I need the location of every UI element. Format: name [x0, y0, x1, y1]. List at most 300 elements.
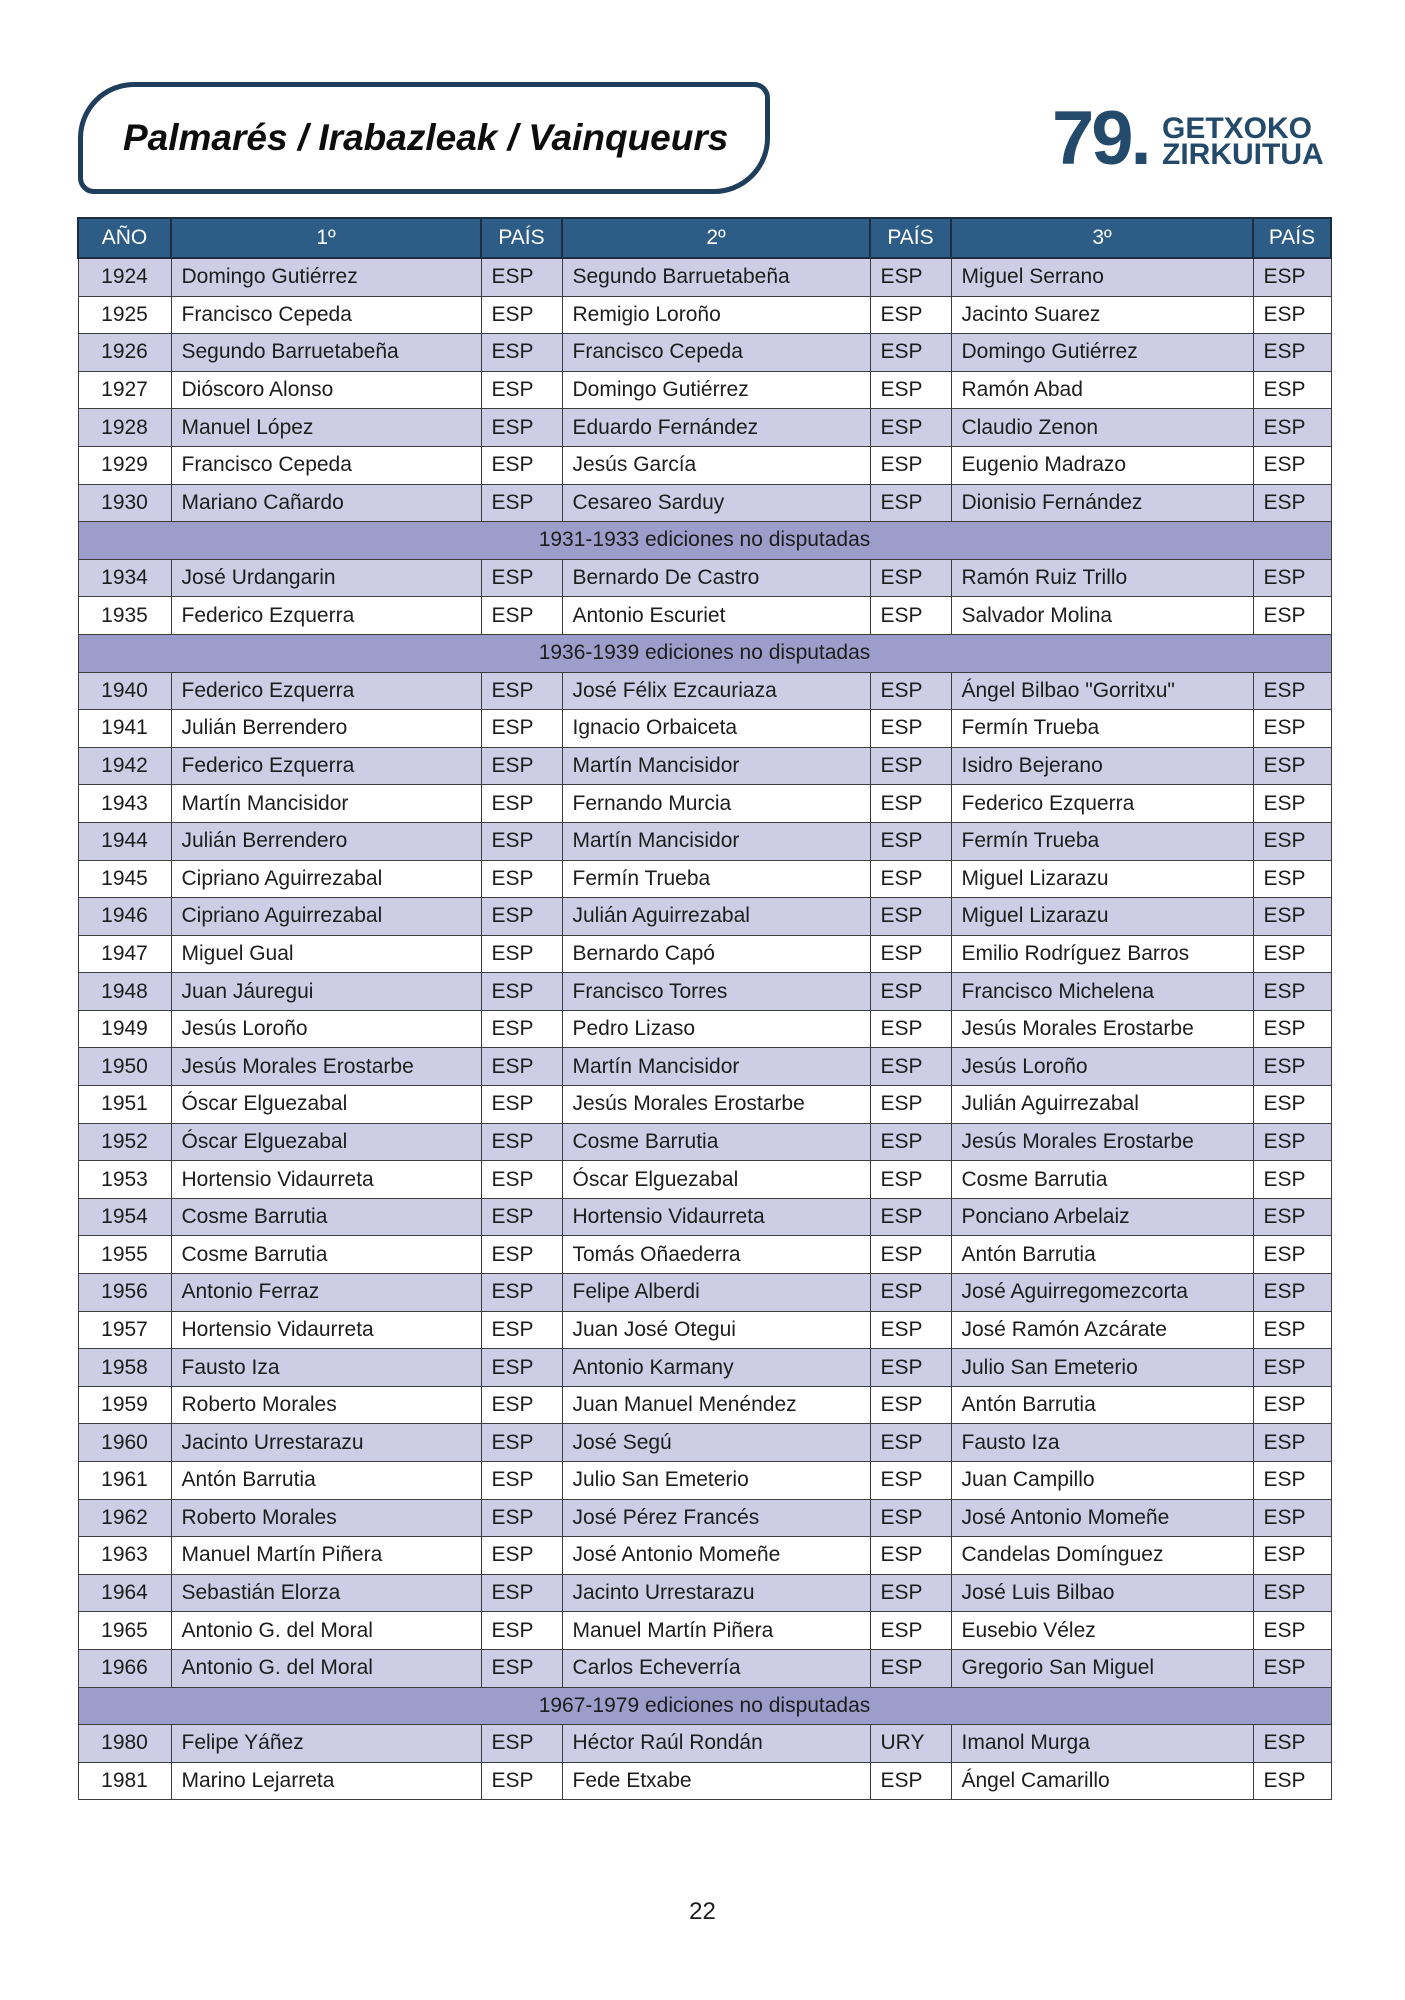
first-place-cell: Antonio G. del Moral: [171, 1612, 481, 1650]
second-place-cell: Remigio Loroño: [562, 296, 870, 334]
third-place-cell: Cosme Barrutia: [951, 1161, 1253, 1199]
third-place-cell: José Ramón Azcárate: [951, 1311, 1253, 1349]
first-place-cell: Domingo Gutiérrez: [171, 258, 481, 296]
year-cell: 1964: [78, 1574, 171, 1612]
first-place-cell: Roberto Morales: [171, 1499, 481, 1537]
table-row: [78, 710, 1331, 748]
palmares-table: [77, 217, 1332, 1800]
country-2-cell: ESP: [870, 1762, 951, 1800]
third-place-cell: Juan Campillo: [951, 1462, 1253, 1500]
country-1-cell: ESP: [481, 973, 562, 1011]
country-3-cell: ESP: [1253, 1762, 1331, 1800]
third-place-cell: Francisco Michelena: [951, 973, 1253, 1011]
third-place-cell: Federico Ezquerra: [951, 785, 1253, 823]
country-3-cell: ESP: [1253, 446, 1331, 484]
year-cell: 1942: [78, 747, 171, 785]
second-place-cell: Julio San Emeterio: [562, 1462, 870, 1500]
second-place-cell: Martín Mancisidor: [562, 822, 870, 860]
first-place-cell: Miguel Gual: [171, 935, 481, 973]
country-3-cell: ESP: [1253, 597, 1331, 635]
third-place-cell: Domingo Gutiérrez: [951, 334, 1253, 372]
country-3-cell: ESP: [1253, 747, 1331, 785]
year-cell: 1960: [78, 1424, 171, 1462]
country-1-cell: ESP: [481, 935, 562, 973]
year-cell: 1965: [78, 1612, 171, 1650]
country-3-cell: ESP: [1253, 296, 1331, 334]
first-place-cell: Francisco Cepeda: [171, 446, 481, 484]
country-1-cell: ESP: [481, 1274, 562, 1312]
second-place-cell: José Pérez Francés: [562, 1499, 870, 1537]
header-third: 3º: [951, 218, 1253, 258]
table-row: [78, 1198, 1331, 1236]
country-2-cell: ESP: [870, 296, 951, 334]
country-1-cell: ESP: [481, 785, 562, 823]
year-cell: 1956: [78, 1274, 171, 1312]
second-place-cell: Manuel Martín Piñera: [562, 1612, 870, 1650]
country-2-cell: ESP: [870, 1499, 951, 1537]
third-place-cell: Ángel Camarillo: [951, 1762, 1253, 1800]
table-row: [78, 1086, 1331, 1124]
note-cell: 1931-1933 ediciones no disputadas: [78, 522, 1331, 560]
country-1-cell: ESP: [481, 1349, 562, 1387]
country-3-cell: ESP: [1253, 409, 1331, 447]
third-place-cell: Antón Barrutia: [951, 1236, 1253, 1274]
first-place-cell: Roberto Morales: [171, 1386, 481, 1424]
first-place-cell: Federico Ezquerra: [171, 747, 481, 785]
second-place-cell: Francisco Cepeda: [562, 334, 870, 372]
country-1-cell: ESP: [481, 1725, 562, 1763]
country-2-cell: ESP: [870, 334, 951, 372]
third-place-cell: Imanol Murga: [951, 1725, 1253, 1763]
country-3-cell: ESP: [1253, 822, 1331, 860]
third-place-cell: Salvador Molina: [951, 597, 1253, 635]
year-cell: 1929: [78, 446, 171, 484]
year-cell: 1957: [78, 1311, 171, 1349]
country-3-cell: ESP: [1253, 1424, 1331, 1462]
second-place-cell: Cesareo Sarduy: [562, 484, 870, 522]
first-place-cell: Manuel López: [171, 409, 481, 447]
year-cell: 1955: [78, 1236, 171, 1274]
third-place-cell: Ramón Ruiz Trillo: [951, 559, 1253, 597]
second-place-cell: Fermín Trueba: [562, 860, 870, 898]
country-2-cell: ESP: [870, 1274, 951, 1312]
country-3-cell: ESP: [1253, 1349, 1331, 1387]
first-place-cell: Julián Berrendero: [171, 710, 481, 748]
year-cell: 1962: [78, 1499, 171, 1537]
year-cell: 1949: [78, 1010, 171, 1048]
country-1-cell: ESP: [481, 1123, 562, 1161]
table-row: [78, 334, 1331, 372]
year-cell: 1928: [78, 409, 171, 447]
country-1-cell: ESP: [481, 296, 562, 334]
first-place-cell: Sebastián Elorza: [171, 1574, 481, 1612]
header-pais-3: PAÍS: [1253, 218, 1331, 258]
country-3-cell: ESP: [1253, 559, 1331, 597]
table-row: [78, 1123, 1331, 1161]
country-3-cell: ESP: [1253, 1086, 1331, 1124]
country-3-cell: ESP: [1253, 258, 1331, 296]
second-place-cell: Juan Manuel Menéndez: [562, 1386, 870, 1424]
header-second: 2º: [562, 218, 870, 258]
second-place-cell: Juan José Otegui: [562, 1311, 870, 1349]
country-1-cell: ESP: [481, 1010, 562, 1048]
year-cell: 1952: [78, 1123, 171, 1161]
first-place-cell: Federico Ezquerra: [171, 672, 481, 710]
country-2-cell: ESP: [870, 1537, 951, 1575]
country-2-cell: ESP: [870, 1386, 951, 1424]
year-cell: 1926: [78, 334, 171, 372]
first-place-cell: Cipriano Aguirrezabal: [171, 860, 481, 898]
country-3-cell: ESP: [1253, 484, 1331, 522]
second-place-cell: José Antonio Momeñe: [562, 1537, 870, 1575]
first-place-cell: Cosme Barrutia: [171, 1236, 481, 1274]
first-place-cell: Martín Mancisidor: [171, 785, 481, 823]
third-place-cell: Candelas Domínguez: [951, 1537, 1253, 1575]
year-cell: 1959: [78, 1386, 171, 1424]
table-row: [78, 860, 1331, 898]
year-cell: 1930: [78, 484, 171, 522]
country-2-cell: ESP: [870, 710, 951, 748]
country-1-cell: ESP: [481, 1612, 562, 1650]
country-1-cell: ESP: [481, 822, 562, 860]
year-cell: 1951: [78, 1086, 171, 1124]
third-place-cell: Miguel Serrano: [951, 258, 1253, 296]
country-2-cell: ESP: [870, 1349, 951, 1387]
country-2-cell: ESP: [870, 1161, 951, 1199]
second-place-cell: Fede Etxabe: [562, 1762, 870, 1800]
page-number: 22: [689, 1898, 716, 1925]
country-2-cell: ESP: [870, 484, 951, 522]
third-place-cell: Ramón Abad: [951, 371, 1253, 409]
year-cell: 1934: [78, 559, 171, 597]
first-place-cell: Fausto Iza: [171, 1349, 481, 1387]
year-cell: 1954: [78, 1198, 171, 1236]
third-place-cell: Eusebio Vélez: [951, 1612, 1253, 1650]
table-header-row: [78, 218, 1331, 258]
third-place-cell: Emilio Rodríguez Barros: [951, 935, 1253, 973]
country-1-cell: ESP: [481, 1424, 562, 1462]
table-row: [78, 258, 1331, 296]
country-1-cell: ESP: [481, 1649, 562, 1687]
first-place-cell: Antonio Ferraz: [171, 1274, 481, 1312]
second-place-cell: Felipe Alberdi: [562, 1274, 870, 1312]
first-place-cell: Óscar Elguezabal: [171, 1123, 481, 1161]
year-cell: 1966: [78, 1649, 171, 1687]
header-pais-1: PAÍS: [481, 218, 562, 258]
year-cell: 1980: [78, 1725, 171, 1763]
country-2-cell: ESP: [870, 860, 951, 898]
year-cell: 1925: [78, 296, 171, 334]
third-place-cell: Eugenio Madrazo: [951, 446, 1253, 484]
table-row: [78, 672, 1331, 710]
table-row: [78, 1048, 1331, 1086]
table-row: [78, 446, 1331, 484]
third-place-cell: Jesús Loroño: [951, 1048, 1253, 1086]
year-cell: 1946: [78, 898, 171, 936]
third-place-cell: Ponciano Arbelaiz: [951, 1198, 1253, 1236]
country-1-cell: ESP: [481, 1537, 562, 1575]
third-place-cell: Gregorio San Miguel: [951, 1649, 1253, 1687]
table-body: [78, 258, 1331, 1800]
first-place-cell: Francisco Cepeda: [171, 296, 481, 334]
country-1-cell: ESP: [481, 1198, 562, 1236]
first-place-cell: Cosme Barrutia: [171, 1198, 481, 1236]
country-2-cell: ESP: [870, 371, 951, 409]
second-place-cell: Óscar Elguezabal: [562, 1161, 870, 1199]
country-3-cell: ESP: [1253, 1574, 1331, 1612]
country-2-cell: ESP: [870, 898, 951, 936]
country-3-cell: ESP: [1253, 1010, 1331, 1048]
table-row: [78, 785, 1331, 823]
first-place-cell: Segundo Barruetabeña: [171, 334, 481, 372]
country-2-cell: ESP: [870, 1123, 951, 1161]
third-place-cell: José Luis Bilbao: [951, 1574, 1253, 1612]
country-2-cell: ESP: [870, 1612, 951, 1650]
year-cell: 1963: [78, 1537, 171, 1575]
country-2-cell: ESP: [870, 935, 951, 973]
table-row: [78, 484, 1331, 522]
country-1-cell: ESP: [481, 1574, 562, 1612]
third-place-cell: Antón Barrutia: [951, 1386, 1253, 1424]
second-place-cell: José Segú: [562, 1424, 870, 1462]
country-2-cell: ESP: [870, 747, 951, 785]
table-row: [78, 296, 1331, 334]
header-year: AÑO: [78, 218, 171, 258]
logo-number: [1052, 96, 1149, 181]
third-place-cell: Julián Aguirrezabal: [951, 1086, 1253, 1124]
country-1-cell: ESP: [481, 1048, 562, 1086]
third-place-cell: José Aguirregomezcorta: [951, 1274, 1253, 1312]
country-3-cell: ESP: [1253, 1123, 1331, 1161]
country-2-cell: ESP: [870, 1574, 951, 1612]
country-2-cell: ESP: [870, 258, 951, 296]
country-1-cell: ESP: [481, 1161, 562, 1199]
first-place-cell: Óscar Elguezabal: [171, 1086, 481, 1124]
logo-line-1: GETXOKO: [1162, 112, 1313, 145]
second-place-cell: Jesús Morales Erostarbe: [562, 1086, 870, 1124]
country-3-cell: ESP: [1253, 1725, 1331, 1763]
second-place-cell: Jacinto Urrestarazu: [562, 1574, 870, 1612]
first-place-cell: Felipe Yáñez: [171, 1725, 481, 1763]
table-row: [78, 1725, 1331, 1763]
third-place-cell: Jacinto Suarez: [951, 296, 1253, 334]
table-row: [78, 559, 1331, 597]
country-3-cell: ESP: [1253, 1537, 1331, 1575]
first-place-cell: Mariano Cañardo: [171, 484, 481, 522]
year-cell: 1944: [78, 822, 171, 860]
second-place-cell: Tomás Oñaederra: [562, 1236, 870, 1274]
table-note-row: [78, 522, 1331, 560]
second-place-cell: Bernardo De Castro: [562, 559, 870, 597]
third-place-cell: Fermín Trueba: [951, 822, 1253, 860]
country-2-cell: ESP: [870, 1462, 951, 1500]
country-2-cell: ESP: [870, 1236, 951, 1274]
country-2-cell: ESP: [870, 822, 951, 860]
second-place-cell: Francisco Torres: [562, 973, 870, 1011]
second-place-cell: Carlos Echeverría: [562, 1649, 870, 1687]
header-pais-2: PAÍS: [870, 218, 951, 258]
country-3-cell: ESP: [1253, 1236, 1331, 1274]
year-cell: 1950: [78, 1048, 171, 1086]
table-row: [78, 371, 1331, 409]
country-3-cell: ESP: [1253, 1274, 1331, 1312]
year-cell: 1935: [78, 597, 171, 635]
year-cell: 1958: [78, 1349, 171, 1387]
country-2-cell: ESP: [870, 446, 951, 484]
country-1-cell: ESP: [481, 1386, 562, 1424]
country-2-cell: ESP: [870, 409, 951, 447]
year-cell: 1924: [78, 258, 171, 296]
country-1-cell: ESP: [481, 409, 562, 447]
first-place-cell: Hortensio Vidaurreta: [171, 1161, 481, 1199]
third-place-cell: Jesús Morales Erostarbe: [951, 1010, 1253, 1048]
country-3-cell: ESP: [1253, 1649, 1331, 1687]
country-2-cell: ESP: [870, 1649, 951, 1687]
first-place-cell: Julián Berrendero: [171, 822, 481, 860]
country-3-cell: ESP: [1253, 1048, 1331, 1086]
second-place-cell: Bernardo Capó: [562, 935, 870, 973]
country-1-cell: ESP: [481, 597, 562, 635]
logo-number-value: 79: [1052, 96, 1131, 181]
third-place-cell: Dionisio Fernández: [951, 484, 1253, 522]
year-cell: 1981: [78, 1762, 171, 1800]
year-cell: 1943: [78, 785, 171, 823]
country-2-cell: ESP: [870, 1198, 951, 1236]
country-1-cell: ESP: [481, 1462, 562, 1500]
third-place-cell: Fausto Iza: [951, 1424, 1253, 1462]
country-3-cell: ESP: [1253, 1462, 1331, 1500]
table-row: [78, 822, 1331, 860]
first-place-cell: Jesús Morales Erostarbe: [171, 1048, 481, 1086]
second-place-cell: Ignacio Orbaiceta: [562, 710, 870, 748]
first-place-cell: Hortensio Vidaurreta: [171, 1311, 481, 1349]
country-1-cell: ESP: [481, 559, 562, 597]
country-3-cell: ESP: [1253, 860, 1331, 898]
third-place-cell: Isidro Bejerano: [951, 747, 1253, 785]
table-row: [78, 1010, 1331, 1048]
year-cell: 1953: [78, 1161, 171, 1199]
table-row: [78, 898, 1331, 936]
country-1-cell: ESP: [481, 258, 562, 296]
country-3-cell: ESP: [1253, 1499, 1331, 1537]
table-row: [78, 1274, 1331, 1312]
year-cell: 1961: [78, 1462, 171, 1500]
year-cell: 1945: [78, 860, 171, 898]
second-place-cell: Eduardo Fernández: [562, 409, 870, 447]
second-place-cell: Héctor Raúl Rondán: [562, 1725, 870, 1763]
first-place-cell: Antón Barrutia: [171, 1462, 481, 1500]
logo-dot: .: [1130, 96, 1149, 181]
second-place-cell: Pedro Lizaso: [562, 1010, 870, 1048]
table-row: [78, 1462, 1331, 1500]
page-title: Palmarés / Irabazleak / Vainqueurs: [123, 117, 729, 158]
first-place-cell: Marino Lejarreta: [171, 1762, 481, 1800]
country-1-cell: ESP: [481, 1236, 562, 1274]
country-1-cell: ESP: [481, 1762, 562, 1800]
second-place-cell: Jesús García: [562, 446, 870, 484]
country-1-cell: ESP: [481, 371, 562, 409]
header-first: 1º: [171, 218, 481, 258]
country-3-cell: ESP: [1253, 334, 1331, 372]
first-place-cell: Manuel Martín Piñera: [171, 1537, 481, 1575]
first-place-cell: Cipriano Aguirrezabal: [171, 898, 481, 936]
country-1-cell: ESP: [481, 484, 562, 522]
country-2-cell: ESP: [870, 785, 951, 823]
country-3-cell: ESP: [1253, 1198, 1331, 1236]
year-cell: 1947: [78, 935, 171, 973]
first-place-cell: Jacinto Urrestarazu: [171, 1424, 481, 1462]
table-row: [78, 1236, 1331, 1274]
second-place-cell: Hortensio Vidaurreta: [562, 1198, 870, 1236]
first-place-cell: Federico Ezquerra: [171, 597, 481, 635]
country-1-cell: ESP: [481, 446, 562, 484]
table-row: [78, 1161, 1331, 1199]
third-place-cell: Miguel Lizarazu: [951, 860, 1253, 898]
table-row: [78, 1311, 1331, 1349]
country-1-cell: ESP: [481, 1086, 562, 1124]
second-place-cell: Julián Aguirrezabal: [562, 898, 870, 936]
second-place-cell: Martín Mancisidor: [562, 1048, 870, 1086]
country-2-cell: ESP: [870, 597, 951, 635]
second-place-cell: Segundo Barruetabeña: [562, 258, 870, 296]
year-cell: 1948: [78, 973, 171, 1011]
table-row: [78, 973, 1331, 1011]
year-cell: 1940: [78, 672, 171, 710]
table-row: [78, 1349, 1331, 1387]
country-1-cell: ESP: [481, 898, 562, 936]
title-box: [78, 82, 770, 194]
second-place-cell: Antonio Escuriet: [562, 597, 870, 635]
country-3-cell: ESP: [1253, 898, 1331, 936]
third-place-cell: Fermín Trueba: [951, 710, 1253, 748]
country-2-cell: ESP: [870, 973, 951, 1011]
country-1-cell: ESP: [481, 1311, 562, 1349]
country-3-cell: ESP: [1253, 935, 1331, 973]
second-place-cell: Antonio Karmany: [562, 1349, 870, 1387]
third-place-cell: Ángel Bilbao "Gorritxu": [951, 672, 1253, 710]
third-place-cell: Jesús Morales Erostarbe: [951, 1123, 1253, 1161]
country-2-cell: ESP: [870, 1048, 951, 1086]
country-3-cell: ESP: [1253, 371, 1331, 409]
table-row: [78, 1649, 1331, 1687]
second-place-cell: Cosme Barrutia: [562, 1123, 870, 1161]
country-1-cell: ESP: [481, 672, 562, 710]
table-row: [78, 935, 1331, 973]
table-row: [78, 409, 1331, 447]
country-2-cell: ESP: [870, 1424, 951, 1462]
table-note-row: [78, 634, 1331, 672]
year-cell: 1927: [78, 371, 171, 409]
second-place-cell: Domingo Gutiérrez: [562, 371, 870, 409]
logo-line-2: ZIRKUITUA: [1162, 138, 1324, 171]
country-3-cell: ESP: [1253, 1161, 1331, 1199]
third-place-cell: Claudio Zenon: [951, 409, 1253, 447]
country-1-cell: ESP: [481, 1499, 562, 1537]
first-place-cell: Juan Jáuregui: [171, 973, 481, 1011]
second-place-cell: Fernando Murcia: [562, 785, 870, 823]
country-1-cell: ESP: [481, 860, 562, 898]
first-place-cell: Jesús Loroño: [171, 1010, 481, 1048]
table-row: [78, 747, 1331, 785]
first-place-cell: José Urdangarin: [171, 559, 481, 597]
table-row: [78, 1499, 1331, 1537]
table-row: [78, 597, 1331, 635]
country-3-cell: ESP: [1253, 1386, 1331, 1424]
country-1-cell: ESP: [481, 710, 562, 748]
first-place-cell: Antonio G. del Moral: [171, 1649, 481, 1687]
second-place-cell: José Félix Ezcauriaza: [562, 672, 870, 710]
first-place-cell: Dióscoro Alonso: [171, 371, 481, 409]
